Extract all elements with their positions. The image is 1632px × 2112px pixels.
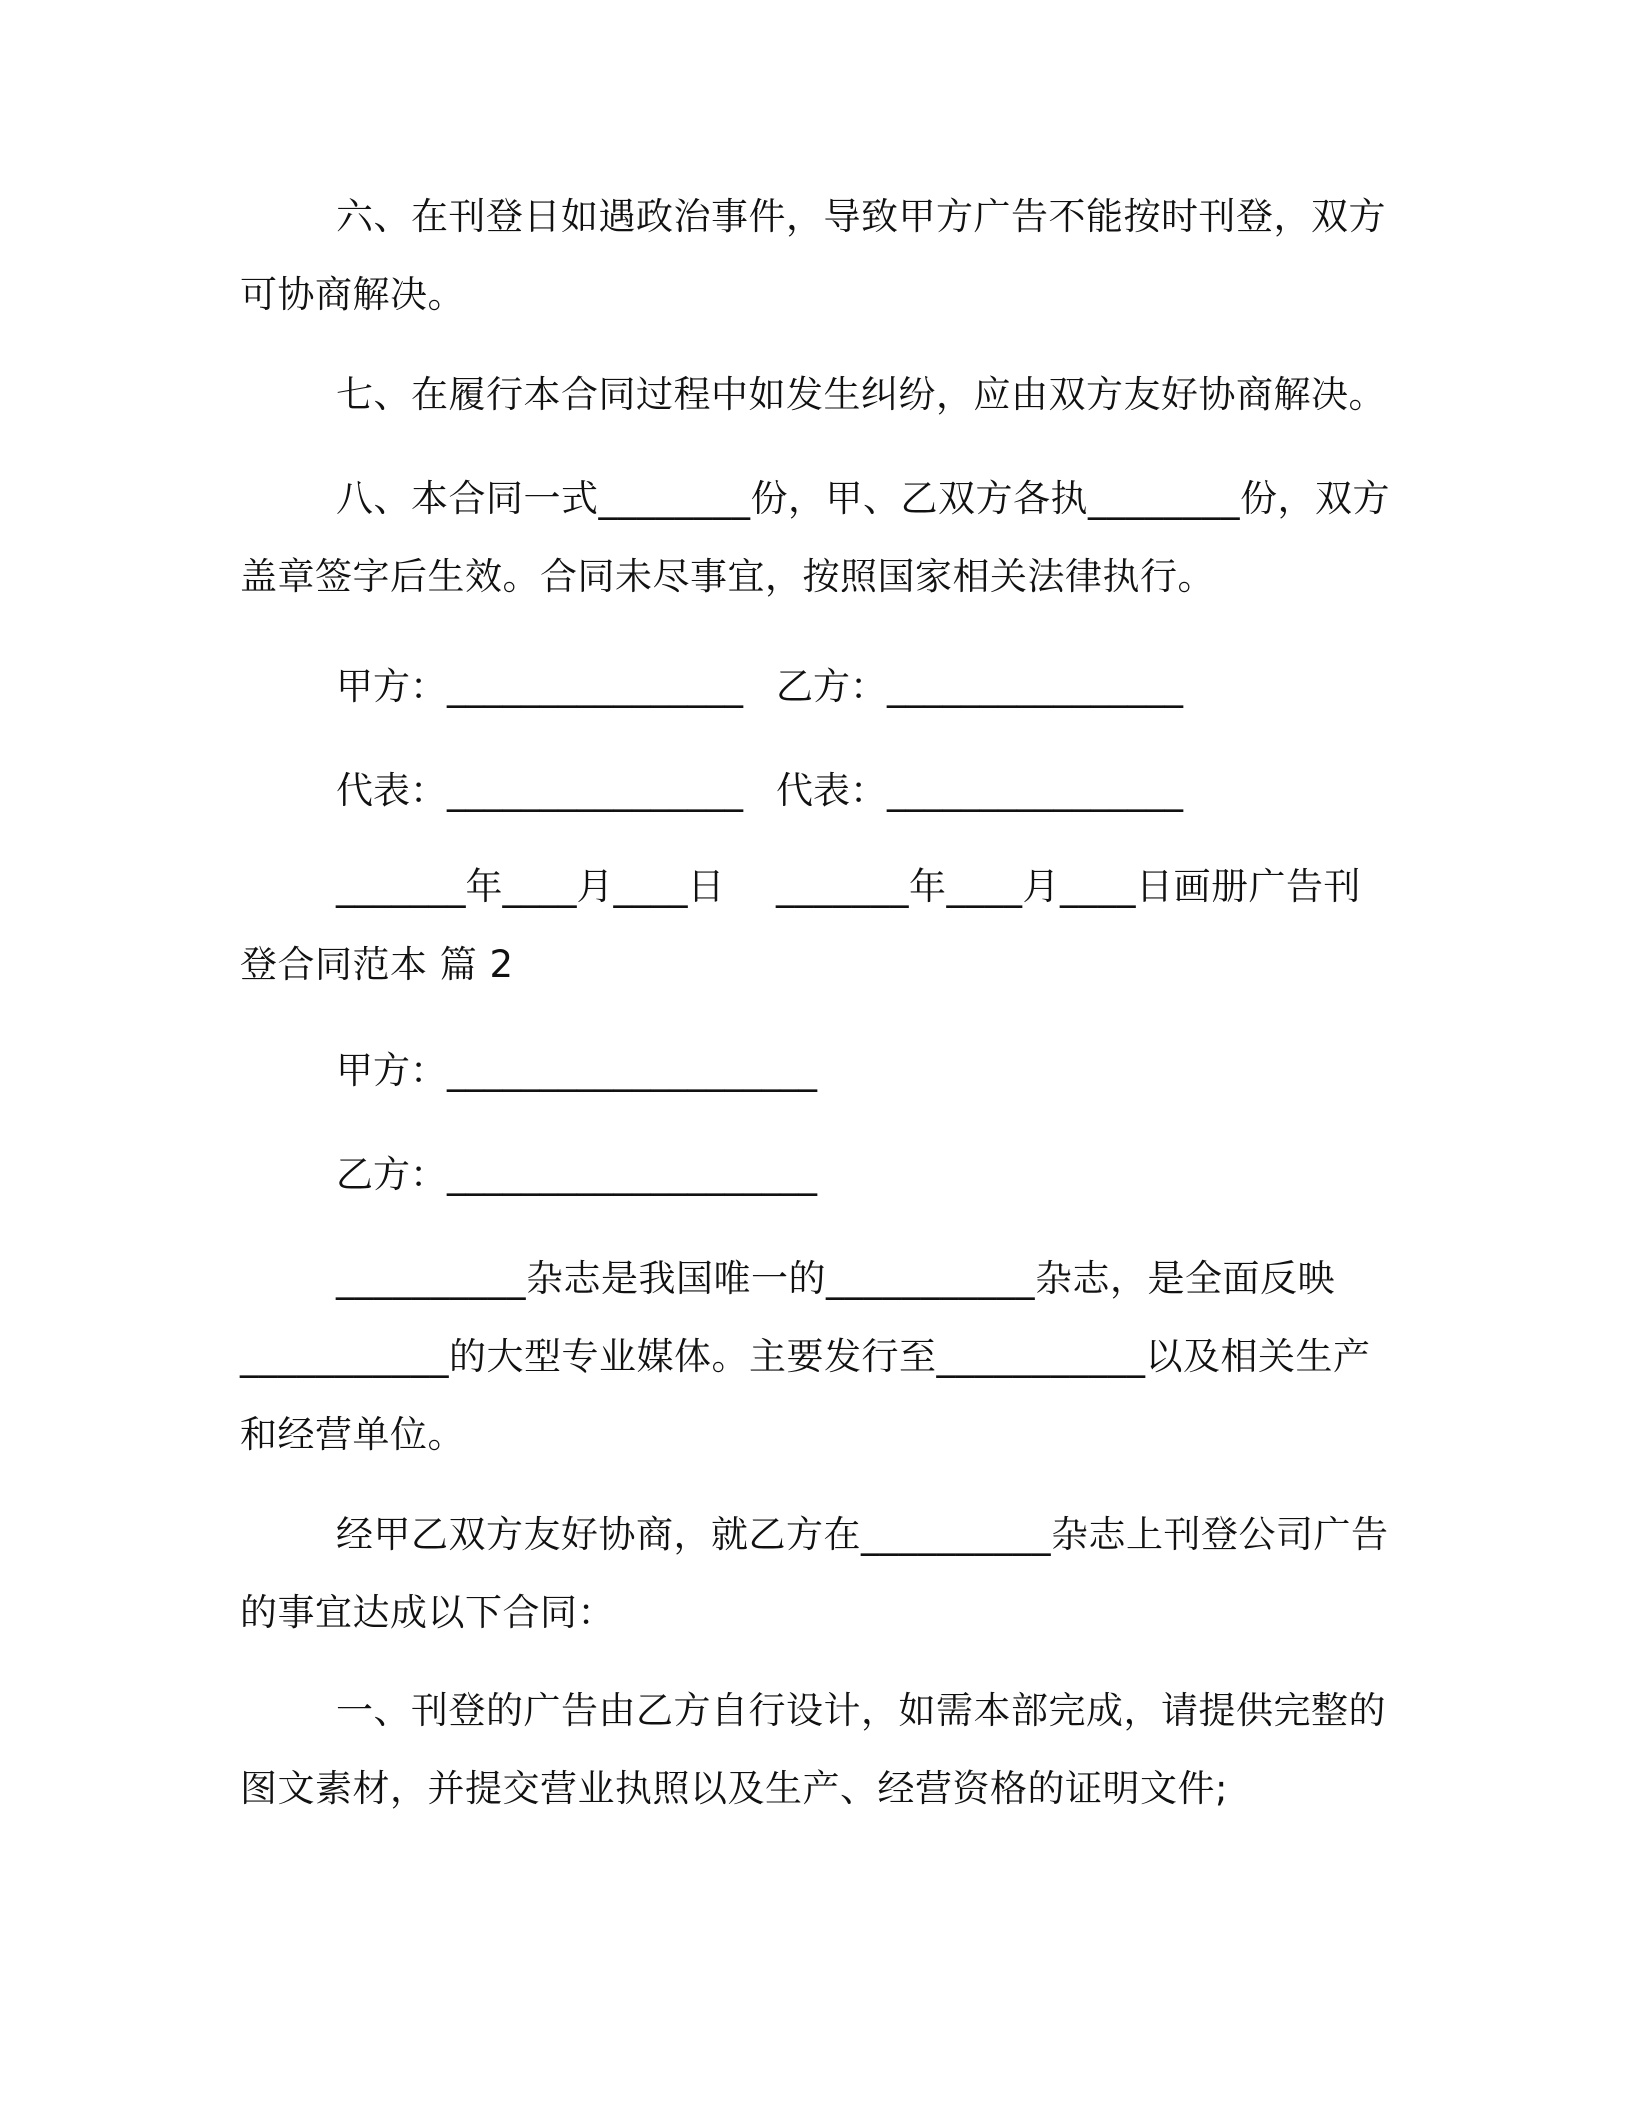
party-a-date: _______年____月____日 — [336, 865, 725, 908]
clause-eight: 八、本合同一式________份，甲、乙双方各执________份，双方盖章签字后生效。合同未尽事宜，按照国家相关法律执行。 — [240, 477, 1390, 598]
clause-one: 一、刊登的广告由乙方自行设计，如需本部完成，请提供完整的图文素材，并提交营业执照以及生产、经营资格的证明文件; — [240, 1689, 1386, 1810]
party-b-date-and-section-title: _______年____月____日画册广告刊登合同范本 篇 2 — [240, 865, 1361, 986]
section2-party-a: 甲方：____________________ — [336, 1049, 817, 1092]
magazine-intro-paragraph: __________杂志是我国唯一的___________杂志，是全面反映___________的大型专业媒体。主要发行至___________以及相关生产和经营单位。 — [240, 1257, 1371, 1456]
section2-party-b: 乙方：____________________ — [336, 1153, 817, 1196]
party-b-signature: 乙方：________________ — [776, 665, 1183, 708]
agreement-paragraph: 经甲乙双方友好协商，就乙方在__________杂志上刊登公司广告的事宜达成以下合同： — [240, 1513, 1389, 1634]
clause-six: 六、在刊登日如遇政治事件，导致甲方广告不能按时刊登，双方可协商解决。 — [240, 195, 1386, 316]
party-a-representative: 代表：________________ — [336, 769, 743, 812]
party-a-signature: 甲方：________________ — [336, 665, 743, 708]
clause-seven: 七、在履行本合同过程中如发生纠纷，应由双方友好协商解决。 — [336, 373, 1386, 416]
party-b-representative: 代表：________________ — [776, 769, 1183, 812]
